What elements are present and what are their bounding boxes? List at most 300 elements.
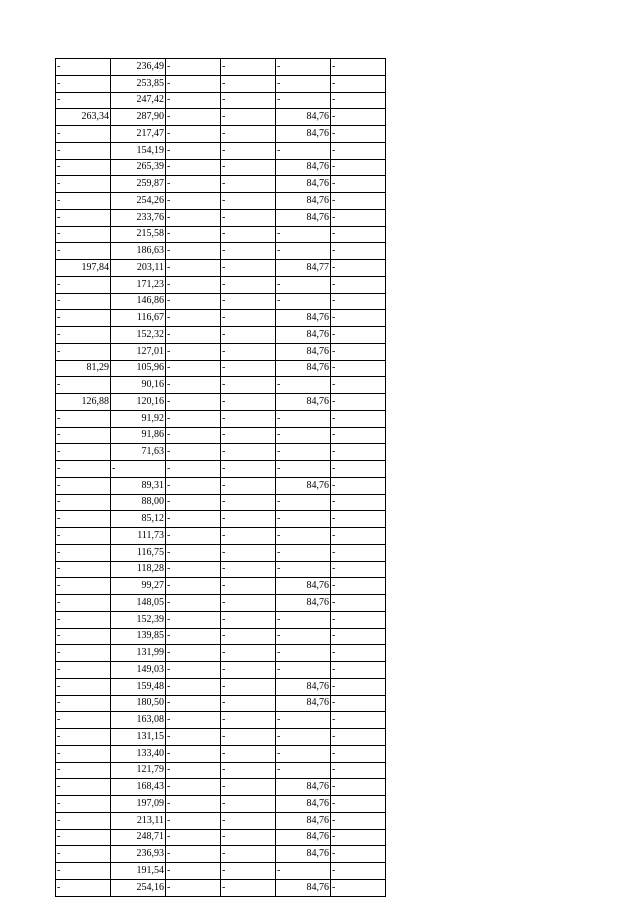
col-a-cell: - (56, 444, 111, 461)
col-c-cell: - (166, 762, 221, 779)
col-f-cell: - (331, 695, 386, 712)
col-a-cell: - (56, 159, 111, 176)
table-row (56, 595, 386, 612)
col-e-cell: 84,76 (276, 126, 331, 143)
col-f-cell: - (331, 461, 386, 478)
col-f-cell: - (331, 578, 386, 595)
table-row (56, 126, 386, 143)
col-c-cell: - (166, 444, 221, 461)
col-b-cell: 105,96 (111, 360, 166, 377)
col-d-cell: - (221, 662, 276, 679)
col-c-cell: - (166, 879, 221, 896)
col-b-cell: 71,63 (111, 444, 166, 461)
col-b-cell: 85,12 (111, 511, 166, 528)
col-d-cell: - (221, 695, 276, 712)
table-row (56, 846, 386, 863)
col-a-cell: - (56, 193, 111, 210)
col-a-cell: - (56, 695, 111, 712)
col-c-cell: - (166, 494, 221, 511)
col-a-cell: 197,84 (56, 260, 111, 277)
col-e-cell: - (276, 762, 331, 779)
col-f-cell: - (331, 494, 386, 511)
col-a-cell: - (56, 410, 111, 427)
col-b-cell: 287,90 (111, 109, 166, 126)
table-row (56, 712, 386, 729)
data-table (55, 58, 386, 897)
col-d-cell: - (221, 276, 276, 293)
col-f-cell: - (331, 243, 386, 260)
col-e-cell: 84,76 (276, 595, 331, 612)
col-c-cell: - (166, 846, 221, 863)
col-a-cell: - (56, 611, 111, 628)
col-e-cell: 84,76 (276, 310, 331, 327)
col-c-cell: - (166, 142, 221, 159)
col-a-cell: - (56, 863, 111, 880)
col-f-cell: - (331, 729, 386, 746)
col-d-cell: - (221, 628, 276, 645)
col-d-cell: - (221, 176, 276, 193)
table-row (56, 511, 386, 528)
col-d-cell: - (221, 394, 276, 411)
table-row (56, 394, 386, 411)
col-f-cell: - (331, 846, 386, 863)
col-d-cell: - (221, 377, 276, 394)
col-d-cell: - (221, 260, 276, 277)
col-d-cell: - (221, 863, 276, 880)
col-d-cell: - (221, 444, 276, 461)
col-b-cell: 253,85 (111, 75, 166, 92)
col-b-cell: 236,93 (111, 846, 166, 863)
col-b-cell: 99,27 (111, 578, 166, 595)
col-a-cell: - (56, 461, 111, 478)
col-a-cell: - (56, 712, 111, 729)
col-c-cell: - (166, 310, 221, 327)
col-c-cell: - (166, 343, 221, 360)
col-b-cell: 203,11 (111, 260, 166, 277)
table-row (56, 360, 386, 377)
col-b-cell: 254,16 (111, 879, 166, 896)
col-a-cell: - (56, 595, 111, 612)
table-row (56, 92, 386, 109)
table-row (56, 662, 386, 679)
col-a-cell: - (56, 92, 111, 109)
col-b-cell: 171,23 (111, 276, 166, 293)
col-d-cell: - (221, 879, 276, 896)
col-a-cell: - (56, 544, 111, 561)
col-c-cell: - (166, 779, 221, 796)
table-row (56, 779, 386, 796)
table-row (56, 611, 386, 628)
col-b-cell: 197,09 (111, 796, 166, 813)
col-e-cell: 84,76 (276, 477, 331, 494)
col-c-cell: - (166, 427, 221, 444)
col-e-cell: 84,76 (276, 796, 331, 813)
col-f-cell: - (331, 176, 386, 193)
col-f-cell: - (331, 812, 386, 829)
col-e-cell: - (276, 662, 331, 679)
table-row (56, 377, 386, 394)
col-e-cell: 84,76 (276, 812, 331, 829)
col-f-cell: - (331, 394, 386, 411)
col-b-cell: 215,58 (111, 226, 166, 243)
col-c-cell: - (166, 360, 221, 377)
col-f-cell: - (331, 745, 386, 762)
col-c-cell: - (166, 394, 221, 411)
table-row (56, 695, 386, 712)
col-b-cell: 259,87 (111, 176, 166, 193)
col-a-cell: - (56, 243, 111, 260)
table-row (56, 829, 386, 846)
col-f-cell: - (331, 59, 386, 76)
col-a-cell: - (56, 293, 111, 310)
col-c-cell: - (166, 796, 221, 813)
col-f-cell: - (331, 528, 386, 545)
col-d-cell: - (221, 243, 276, 260)
col-d-cell: - (221, 595, 276, 612)
table-row (56, 142, 386, 159)
col-f-cell: - (331, 209, 386, 226)
col-a-cell: - (56, 427, 111, 444)
col-e-cell: 84,76 (276, 193, 331, 210)
table-row (56, 310, 386, 327)
col-d-cell: - (221, 745, 276, 762)
table-row (56, 75, 386, 92)
col-b-cell: 88,00 (111, 494, 166, 511)
table-row (56, 863, 386, 880)
col-d-cell: - (221, 645, 276, 662)
col-a-cell: - (56, 310, 111, 327)
col-b-cell: 233,76 (111, 209, 166, 226)
col-a-cell: 126,88 (56, 394, 111, 411)
col-e-cell: - (276, 377, 331, 394)
col-a-cell: - (56, 645, 111, 662)
col-e-cell: - (276, 544, 331, 561)
col-b-cell: 154,19 (111, 142, 166, 159)
col-a-cell: - (56, 377, 111, 394)
table-row (56, 159, 386, 176)
col-f-cell: - (331, 561, 386, 578)
col-b-cell: 89,31 (111, 477, 166, 494)
col-c-cell: - (166, 176, 221, 193)
col-e-cell: 84,76 (276, 879, 331, 896)
col-f-cell: - (331, 75, 386, 92)
col-a-cell: - (56, 75, 111, 92)
col-b-cell: 91,92 (111, 410, 166, 427)
table-row (56, 327, 386, 344)
col-e-cell: 84,77 (276, 260, 331, 277)
col-f-cell: - (331, 628, 386, 645)
col-e-cell: 84,76 (276, 578, 331, 595)
col-d-cell: - (221, 109, 276, 126)
col-e-cell: - (276, 444, 331, 461)
table-row (56, 444, 386, 461)
col-c-cell: - (166, 109, 221, 126)
col-e-cell: 84,76 (276, 779, 331, 796)
col-d-cell: - (221, 427, 276, 444)
table-row (56, 59, 386, 76)
col-b-cell: 254,26 (111, 193, 166, 210)
col-a-cell: - (56, 578, 111, 595)
col-a-cell: - (56, 745, 111, 762)
col-c-cell: - (166, 628, 221, 645)
col-a-cell: - (56, 729, 111, 746)
table-row (56, 729, 386, 746)
col-e-cell: - (276, 712, 331, 729)
col-a-cell: 263,34 (56, 109, 111, 126)
col-a-cell: - (56, 276, 111, 293)
col-d-cell: - (221, 511, 276, 528)
col-c-cell: - (166, 678, 221, 695)
col-f-cell: - (331, 310, 386, 327)
col-e-cell: 84,76 (276, 343, 331, 360)
col-d-cell: - (221, 159, 276, 176)
col-a-cell: - (56, 343, 111, 360)
col-d-cell: - (221, 678, 276, 695)
col-f-cell: - (331, 159, 386, 176)
col-a-cell: - (56, 678, 111, 695)
col-d-cell: - (221, 209, 276, 226)
col-b-cell: 247,42 (111, 92, 166, 109)
col-f-cell: - (331, 377, 386, 394)
col-f-cell: - (331, 645, 386, 662)
col-e-cell: - (276, 410, 331, 427)
col-d-cell: - (221, 75, 276, 92)
table-row (56, 561, 386, 578)
col-f-cell: - (331, 193, 386, 210)
table-row (56, 494, 386, 511)
col-f-cell: - (331, 142, 386, 159)
col-b-cell: 168,43 (111, 779, 166, 796)
table-row (56, 243, 386, 260)
col-f-cell: - (331, 226, 386, 243)
table-row (56, 260, 386, 277)
col-c-cell: - (166, 477, 221, 494)
col-d-cell: - (221, 410, 276, 427)
col-b-cell: 217,47 (111, 126, 166, 143)
col-d-cell: - (221, 126, 276, 143)
table-row (56, 226, 386, 243)
table-row (56, 812, 386, 829)
col-a-cell: - (56, 812, 111, 829)
col-e-cell: - (276, 293, 331, 310)
col-f-cell: - (331, 511, 386, 528)
col-b-cell: 131,99 (111, 645, 166, 662)
col-f-cell: - (331, 762, 386, 779)
col-a-cell: - (56, 662, 111, 679)
col-a-cell: - (56, 209, 111, 226)
col-c-cell: - (166, 327, 221, 344)
col-e-cell: - (276, 511, 331, 528)
col-e-cell: 84,76 (276, 209, 331, 226)
col-c-cell: - (166, 729, 221, 746)
col-a-cell: - (56, 511, 111, 528)
col-c-cell: - (166, 662, 221, 679)
col-e-cell: 84,76 (276, 109, 331, 126)
col-d-cell: - (221, 461, 276, 478)
col-d-cell: - (221, 829, 276, 846)
col-d-cell: - (221, 310, 276, 327)
col-d-cell: - (221, 494, 276, 511)
col-e-cell: - (276, 427, 331, 444)
col-f-cell: - (331, 712, 386, 729)
col-a-cell: - (56, 226, 111, 243)
col-b-cell: 191,54 (111, 863, 166, 880)
col-f-cell: - (331, 595, 386, 612)
col-c-cell: - (166, 226, 221, 243)
table-row (56, 678, 386, 695)
col-c-cell: - (166, 829, 221, 846)
col-d-cell: - (221, 712, 276, 729)
col-c-cell: - (166, 193, 221, 210)
col-e-cell: 84,76 (276, 829, 331, 846)
col-e-cell: - (276, 628, 331, 645)
table-row (56, 410, 386, 427)
col-c-cell: - (166, 812, 221, 829)
table-body (56, 59, 386, 897)
col-a-cell: - (56, 494, 111, 511)
table-row (56, 293, 386, 310)
col-e-cell: - (276, 745, 331, 762)
col-c-cell: - (166, 595, 221, 612)
col-b-cell: 146,86 (111, 293, 166, 310)
table-row (56, 461, 386, 478)
col-b-cell: 139,85 (111, 628, 166, 645)
col-a-cell: - (56, 528, 111, 545)
col-b-cell: 236,49 (111, 59, 166, 76)
col-e-cell: - (276, 494, 331, 511)
col-f-cell: - (331, 410, 386, 427)
col-c-cell: - (166, 461, 221, 478)
col-b-cell: 116,75 (111, 544, 166, 561)
col-a-cell: - (56, 829, 111, 846)
col-f-cell: - (331, 276, 386, 293)
col-f-cell: - (331, 662, 386, 679)
col-b-cell: 133,40 (111, 745, 166, 762)
col-b-cell: 118,28 (111, 561, 166, 578)
col-e-cell: 84,76 (276, 159, 331, 176)
col-e-cell: - (276, 528, 331, 545)
col-b-cell: 148,05 (111, 595, 166, 612)
table-row (56, 628, 386, 645)
col-f-cell: - (331, 678, 386, 695)
col-c-cell: - (166, 276, 221, 293)
col-a-cell: - (56, 779, 111, 796)
col-b-cell: 213,11 (111, 812, 166, 829)
table-row (56, 745, 386, 762)
col-c-cell: - (166, 159, 221, 176)
col-a-cell: - (56, 796, 111, 813)
table-row (56, 276, 386, 293)
col-b-cell: 91,86 (111, 427, 166, 444)
col-c-cell: - (166, 59, 221, 76)
col-a-cell: - (56, 59, 111, 76)
col-c-cell: - (166, 745, 221, 762)
col-e-cell: - (276, 461, 331, 478)
col-c-cell: - (166, 293, 221, 310)
col-e-cell: 84,76 (276, 360, 331, 377)
col-e-cell: - (276, 863, 331, 880)
col-f-cell: - (331, 92, 386, 109)
col-e-cell: - (276, 142, 331, 159)
col-b-cell: 265,39 (111, 159, 166, 176)
col-f-cell: - (331, 343, 386, 360)
col-c-cell: - (166, 377, 221, 394)
col-f-cell: - (331, 109, 386, 126)
col-a-cell: - (56, 176, 111, 193)
table-row (56, 193, 386, 210)
col-d-cell: - (221, 796, 276, 813)
col-a-cell: 81,29 (56, 360, 111, 377)
col-d-cell: - (221, 779, 276, 796)
table-row (56, 796, 386, 813)
col-a-cell: - (56, 327, 111, 344)
col-d-cell: - (221, 293, 276, 310)
col-d-cell: - (221, 544, 276, 561)
col-f-cell: - (331, 260, 386, 277)
col-a-cell: - (56, 126, 111, 143)
col-e-cell: 84,76 (276, 846, 331, 863)
col-d-cell: - (221, 578, 276, 595)
col-e-cell: - (276, 276, 331, 293)
col-f-cell: - (331, 427, 386, 444)
table-row (56, 578, 386, 595)
col-e-cell: 84,76 (276, 678, 331, 695)
col-f-cell: - (331, 126, 386, 143)
col-a-cell: - (56, 477, 111, 494)
table-row (56, 109, 386, 126)
col-f-cell: - (331, 544, 386, 561)
col-b-cell: 111,73 (111, 528, 166, 545)
col-c-cell: - (166, 410, 221, 427)
col-e-cell: 84,76 (276, 394, 331, 411)
col-f-cell: - (331, 327, 386, 344)
col-d-cell: - (221, 611, 276, 628)
col-b-cell: 120,16 (111, 394, 166, 411)
col-f-cell: - (331, 293, 386, 310)
col-b-cell: 121,79 (111, 762, 166, 779)
col-c-cell: - (166, 528, 221, 545)
col-e-cell: 84,76 (276, 176, 331, 193)
col-c-cell: - (166, 695, 221, 712)
col-f-cell: - (331, 611, 386, 628)
col-b-cell: 127,01 (111, 343, 166, 360)
col-f-cell: - (331, 360, 386, 377)
col-c-cell: - (166, 75, 221, 92)
col-f-cell: - (331, 829, 386, 846)
col-e-cell: - (276, 75, 331, 92)
col-d-cell: - (221, 561, 276, 578)
col-b-cell: 180,50 (111, 695, 166, 712)
col-e-cell: - (276, 92, 331, 109)
col-c-cell: - (166, 92, 221, 109)
col-b-cell: 186,63 (111, 243, 166, 260)
col-d-cell: - (221, 360, 276, 377)
col-d-cell: - (221, 762, 276, 779)
col-d-cell: - (221, 92, 276, 109)
col-d-cell: - (221, 812, 276, 829)
col-c-cell: - (166, 863, 221, 880)
table-row (56, 343, 386, 360)
table-row (56, 544, 386, 561)
col-c-cell: - (166, 561, 221, 578)
col-e-cell: - (276, 243, 331, 260)
col-d-cell: - (221, 142, 276, 159)
col-a-cell: - (56, 561, 111, 578)
table-row (56, 176, 386, 193)
col-e-cell: 84,76 (276, 695, 331, 712)
col-b-cell: - (111, 461, 166, 478)
col-e-cell: 84,76 (276, 327, 331, 344)
